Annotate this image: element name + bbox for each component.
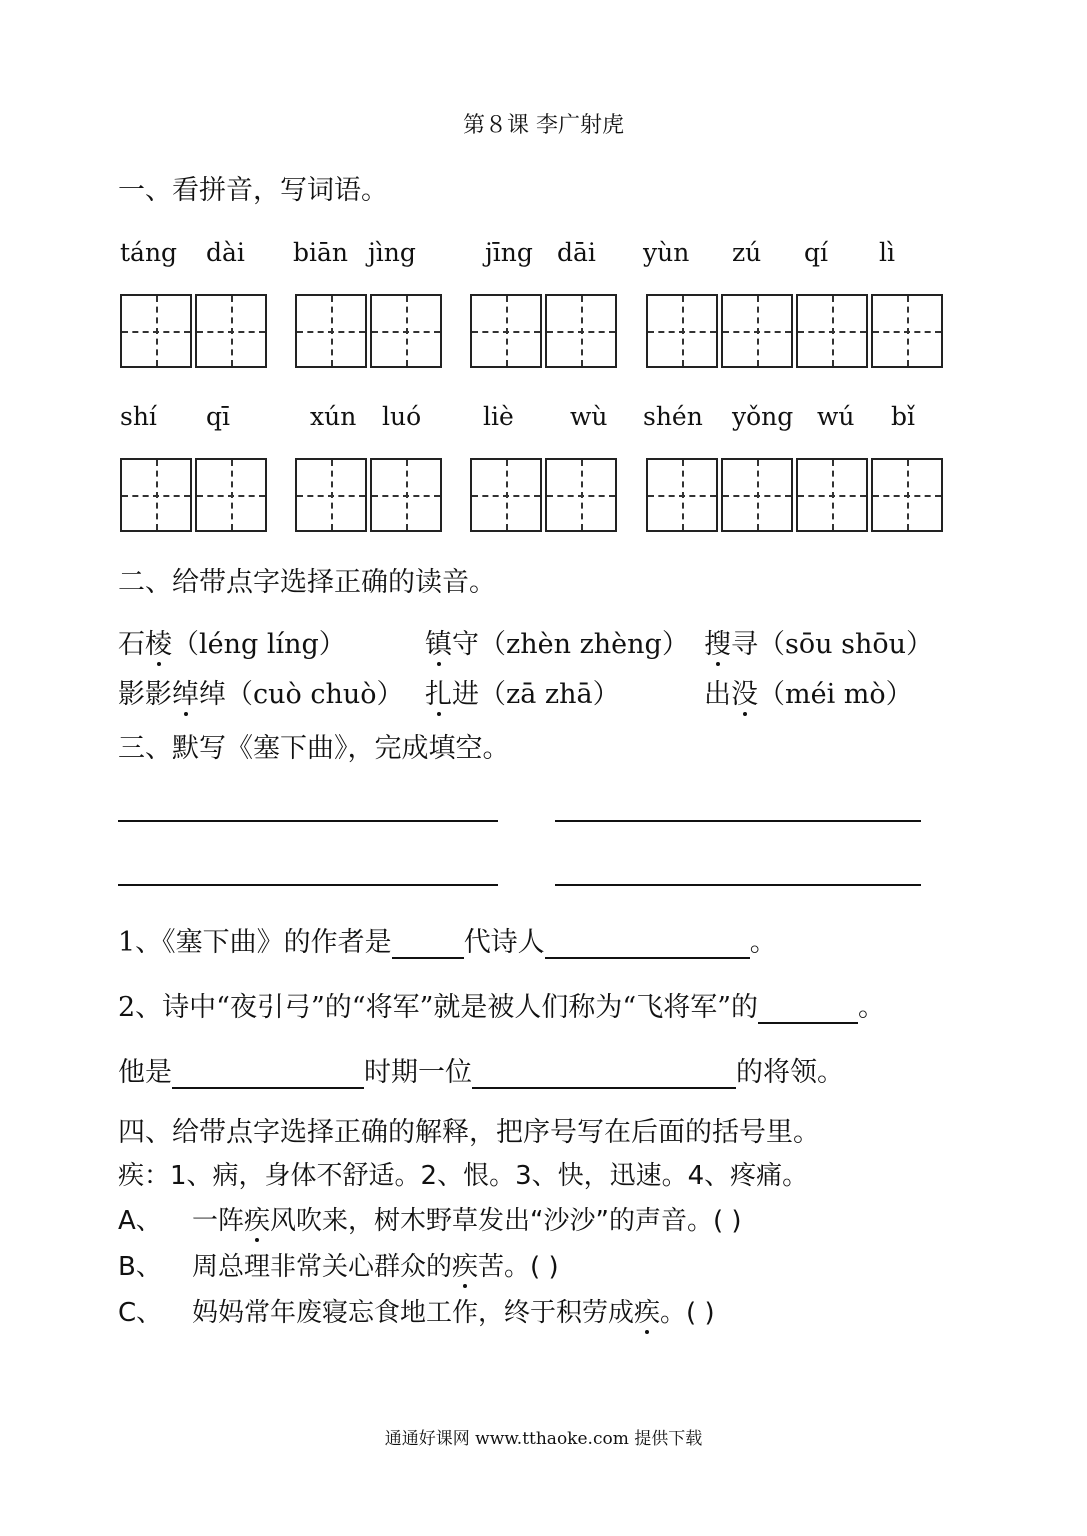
pinyin: liè (483, 402, 514, 431)
pronunciation-options: （cuò chuò） (226, 679, 404, 710)
dotted-character: 没 (731, 679, 758, 710)
sentence-text: 。( ) (660, 1298, 715, 1328)
pinyin: yǒng (732, 402, 794, 431)
character-box[interactable] (545, 294, 617, 368)
word-text: 守 (452, 629, 479, 660)
poem-answer-line[interactable] (555, 820, 921, 822)
character-box[interactable] (470, 294, 542, 368)
choice-item-a (118, 1200, 742, 1237)
answer-blank[interactable] (392, 929, 464, 959)
character-box[interactable] (370, 294, 442, 368)
choice-item-b (118, 1246, 559, 1283)
word-text: 寻 (731, 629, 758, 660)
character-box[interactable] (721, 294, 793, 368)
sentence-text: 周总理非常关心群众的 (192, 1252, 453, 1282)
reading-item (425, 672, 620, 711)
footer-credit: 通通好课网 www.tthaoke.com 提供下载 (384, 1429, 703, 1449)
character-box[interactable] (470, 458, 542, 532)
pinyin: zú (732, 238, 762, 267)
character-box[interactable] (120, 458, 192, 532)
poem-answer-line[interactable] (555, 884, 921, 886)
character-box[interactable] (370, 458, 442, 532)
pronunciation-options: （sōu shōu） (758, 629, 933, 660)
definition-list: 疾：1、病，身体不舒适。2、恨。3、快，迅速。4、疼痛。 (118, 1161, 809, 1191)
pronunciation-options: （zā zhā） (479, 679, 620, 710)
question-1 (118, 920, 777, 959)
section4-heading: 四、给带点字选择正确的解释，把序号写在后面的括号里。 (118, 1117, 820, 1148)
character-box[interactable] (120, 294, 192, 368)
pinyin: luó (382, 402, 422, 431)
question-2 (118, 985, 885, 1024)
question-text: 。 (858, 992, 885, 1023)
pinyin: qī (206, 402, 230, 431)
question-text: 时期一位 (364, 1057, 472, 1088)
question-3 (118, 1050, 844, 1089)
pinyin: wù (570, 402, 608, 431)
dotted-character: 疾 (244, 1206, 271, 1236)
character-box[interactable] (721, 458, 793, 532)
pinyin: dāi (557, 238, 596, 267)
pinyin: lì (879, 238, 895, 267)
sentence-text: 一阵 (192, 1206, 245, 1236)
question-text: 2、诗中“夜引弓”的“将军”就是被人们称为“飞将军”的 (118, 992, 758, 1023)
dotted-character: 疾 (452, 1252, 479, 1282)
character-box[interactable] (195, 458, 267, 532)
character-box[interactable] (195, 294, 267, 368)
word-text: 出 (704, 679, 731, 710)
reading-item (704, 672, 913, 711)
dotted-character: 搜 (704, 629, 731, 660)
choice-label: B、 (118, 1252, 162, 1282)
word-text: 进 (452, 679, 479, 710)
dotted-character: 绰 (172, 679, 199, 710)
pinyin: qí (804, 238, 828, 267)
word-text: 石 (118, 629, 145, 660)
character-box[interactable] (295, 294, 367, 368)
word-text: 绰 (199, 679, 226, 710)
pinyin: jìng (368, 238, 416, 267)
answer-blank[interactable] (758, 994, 858, 1024)
question-text: 他是 (118, 1057, 172, 1088)
answer-blank[interactable] (172, 1059, 364, 1089)
pinyin: biān (293, 238, 349, 267)
pronunciation-options: （zhèn zhèng） (479, 629, 689, 660)
character-box[interactable] (295, 458, 367, 532)
pinyin: shí (120, 402, 157, 431)
dotted-character: 镇 (425, 629, 452, 660)
poem-answer-line[interactable] (118, 820, 498, 822)
dotted-character: 棱 (145, 629, 172, 660)
poem-answer-line[interactable] (118, 884, 498, 886)
pronunciation-options: （léng líng） (172, 629, 346, 660)
pinyin: xún (310, 402, 357, 431)
reading-item (118, 672, 404, 711)
character-box[interactable] (646, 294, 718, 368)
pinyin: jīng (485, 238, 533, 267)
question-text: 的将领。 (736, 1057, 844, 1088)
answer-blank[interactable] (472, 1059, 736, 1089)
pinyin: wú (817, 402, 855, 431)
sentence-text: 风吹来，树木野草发出“沙沙”的声音。( ) (270, 1206, 742, 1236)
choice-label: A、 (118, 1206, 162, 1236)
choice-label: C、 (118, 1298, 163, 1328)
reading-item (704, 622, 933, 661)
character-box[interactable] (796, 458, 868, 532)
question-text: 代诗人 (463, 927, 545, 958)
pronunciation-options: （méi mò） (758, 679, 913, 710)
choice-item-c (118, 1292, 715, 1329)
character-box[interactable] (646, 458, 718, 532)
question-text: 1、《塞下曲》的作者是 (118, 927, 392, 958)
pinyin: dài (206, 238, 245, 267)
sentence-text: 苦。( ) (478, 1252, 559, 1282)
character-box[interactable] (796, 294, 868, 368)
pinyin: bǐ (891, 402, 915, 431)
page-title: 第８课 李广射虎 (463, 113, 624, 138)
section2-heading: 二、给带点字选择正确的读音。 (118, 567, 496, 598)
pinyin: shén (643, 402, 703, 431)
reading-item (425, 622, 689, 661)
character-box[interactable] (871, 458, 943, 532)
question-text: 。 (749, 927, 777, 958)
pinyin: táng (120, 238, 178, 267)
section1-heading: 一、看拼音，写词语。 (118, 175, 388, 206)
character-box[interactable] (871, 294, 943, 368)
word-text: 影影 (118, 679, 172, 710)
reading-item (118, 622, 346, 661)
answer-blank[interactable] (545, 929, 750, 959)
sentence-text: 妈妈常年废寝忘食地工作，终于积劳成 (192, 1298, 635, 1328)
dotted-character: 扎 (425, 679, 452, 710)
dotted-character: 疾 (634, 1298, 661, 1328)
section3-heading: 三、默写《塞下曲》，完成填空。 (118, 733, 510, 764)
character-box[interactable] (545, 458, 617, 532)
pinyin: yùn (643, 238, 690, 267)
